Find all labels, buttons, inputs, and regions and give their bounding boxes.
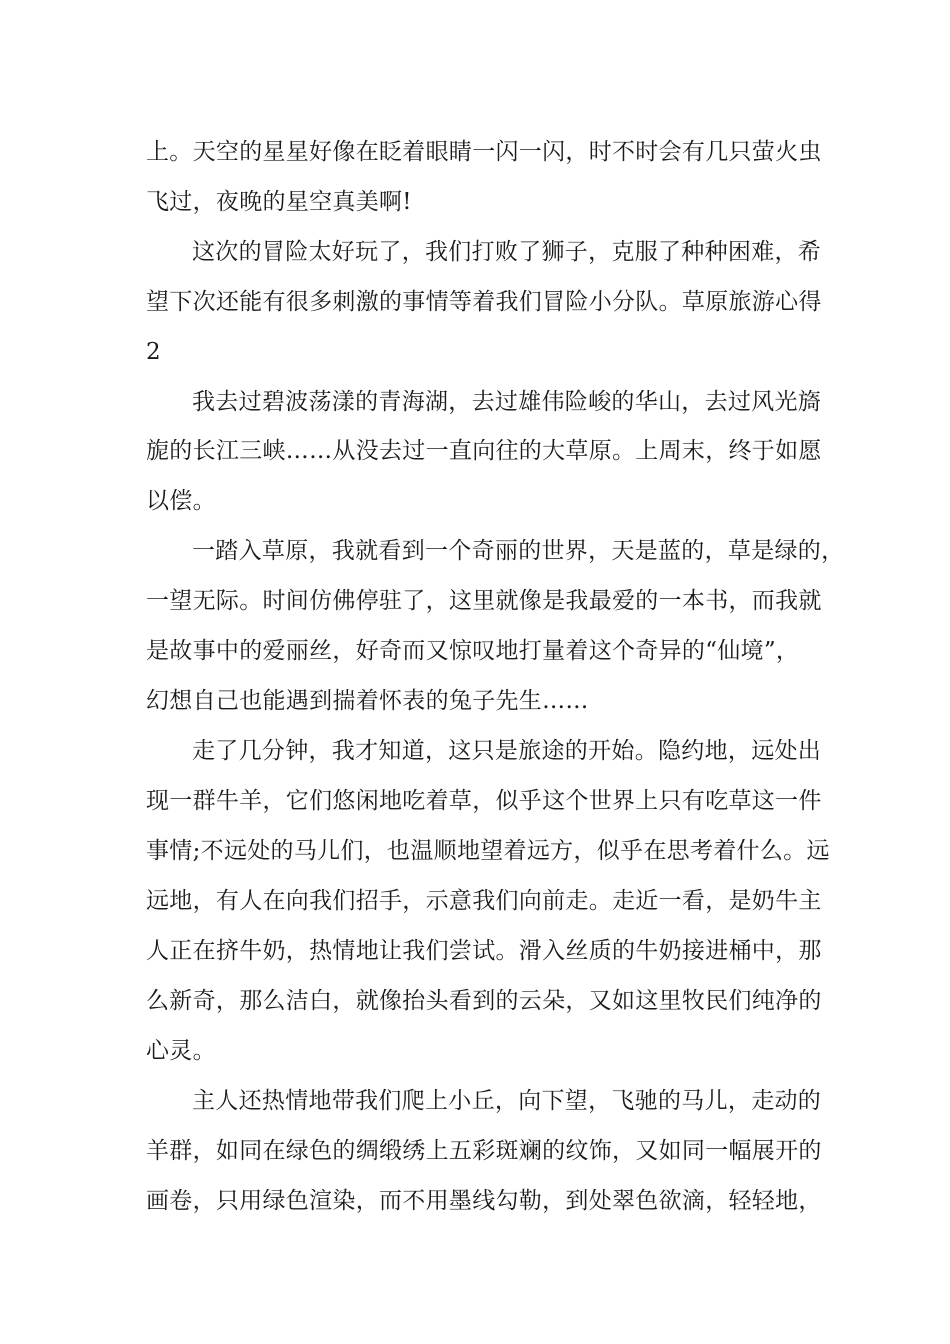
text-line: 么新奇，那么洁白，就像抬头看到的云朵，又如这里牧民们纯净的 bbox=[146, 988, 822, 1014]
text-line: 旎的长江三峡……从没去过一直向往的大草原。上周末，终于如愿 bbox=[146, 438, 822, 464]
text-line: 以偿。 bbox=[146, 488, 216, 514]
text-line: 心灵。 bbox=[146, 1038, 216, 1064]
text-line: 画卷，只用绿色渲染，而不用墨线勾勒，到处翠色欲滴，轻轻地， bbox=[146, 1188, 822, 1214]
text-line: 现一群牛羊，它们悠闲地吃着草，似乎这个世界上只有吃草这一件 bbox=[146, 788, 822, 814]
paragraph-first-line: 一踏入草原，我就看到一个奇丽的世界，天是蓝的，草是绿的， bbox=[192, 538, 845, 564]
text-line: 是故事中的爱丽丝，好奇而又惊叹地打量着这个奇异的“仙境”， bbox=[146, 638, 800, 664]
text-line: 人正在挤牛奶，热情地让我们尝试。滑入丝质的牛奶接进桶中，那 bbox=[146, 938, 822, 964]
text-line: 望下次还能有很多刺激的事情等着我们冒险小分队。草原旅游心得 bbox=[146, 289, 822, 315]
text-line: 幻想自己也能遇到揣着怀表的兔子先生…… bbox=[146, 688, 589, 714]
paragraph-first-line: 主人还热情地带我们爬上小丘，向下望，飞驰的马儿，走动的 bbox=[192, 1088, 822, 1114]
paragraph-first-line: 我去过碧波荡漾的青海湖，去过雄伟险峻的华山，去过风光旖 bbox=[192, 389, 822, 415]
text-line: 远地，有人在向我们招手，示意我们向前走。走近一看，是奶牛主 bbox=[146, 888, 822, 914]
text-line: 飞过，夜晚的星空真美啊! bbox=[146, 189, 412, 215]
paragraph-first-line: 这次的冒险太好玩了，我们打败了狮子，克服了种种困难，希 bbox=[192, 239, 822, 265]
text-line: 一望无际。时间仿佛停驻了，这里就像是我最爱的一本书，而我就 bbox=[146, 588, 822, 614]
text-line: 上。天空的星星好像在眨着眼睛一闪一闪，时不时会有几只萤火虫 bbox=[146, 139, 822, 165]
text-line: 2 bbox=[146, 339, 161, 365]
text-line: 事情;不远处的马儿们，也温顺地望着远方，似乎在思考着什么。远 bbox=[146, 838, 830, 864]
paragraph-first-line: 走了几分钟，我才知道，这只是旅途的开始。隐约地，远处出 bbox=[192, 738, 822, 764]
text-line: 羊群，如同在绿色的绸缎绣上五彩斑斓的纹饰，又如同一幅展开的 bbox=[146, 1138, 822, 1164]
